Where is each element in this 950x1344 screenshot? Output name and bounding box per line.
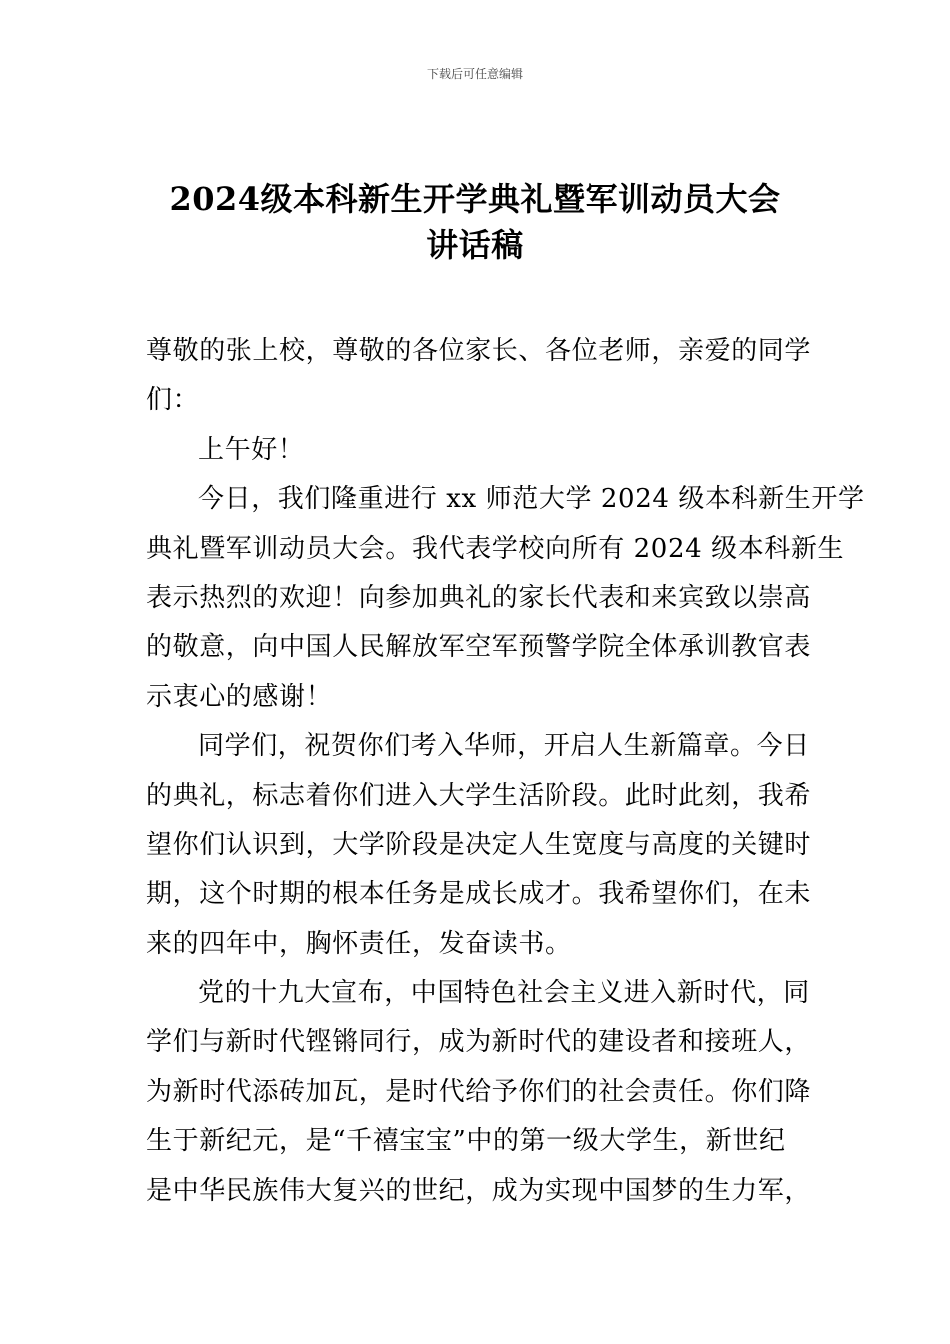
text-line: 望你们认识到，大学阶段是决定人生宽度与高度的关键时 xyxy=(146,829,812,860)
text-line: 示衷心的感谢！ xyxy=(146,681,333,712)
paragraph-new-era xyxy=(146,969,810,1216)
paragraph-congratulations xyxy=(146,722,810,969)
text-line: 为新时代添砖加瓦，是时代给予你们的社会责任。你们降 xyxy=(146,1076,812,1107)
text-line: 期，这个时期的根本任务是成长成才。我希望你们，在未 xyxy=(146,879,812,910)
text-line: 生于新纪元，是“千禧宝宝”中的第一级大学生，新世纪 xyxy=(146,1126,786,1157)
title-line-1: 2024级本科新生开学典礼暨军训动员大会 xyxy=(169,180,781,218)
title-line-2: 讲话稿 xyxy=(426,226,524,264)
header-note: 下载后可任意编辑 xyxy=(426,67,523,81)
paragraph-greeting xyxy=(146,426,810,475)
text-line: 今日，我们隆重进行 xx 师范大学 2024 级本科新生开学 xyxy=(198,484,865,515)
document-title xyxy=(140,176,810,268)
text-line: 党的十九大宣布，中国特色社会主义进入新时代，同 xyxy=(198,978,810,1009)
text-line: 学们与新时代铿锵同行，成为新时代的建设者和接班人， xyxy=(146,1027,812,1058)
text-line: 尊敬的张上校，尊敬的各位家长、各位老师，亲爱的同学 xyxy=(146,336,812,366)
text-line: 同学们，祝贺你们考入华师，开启人生新篇章。今日 xyxy=(198,731,810,762)
text-line: 表示热烈的欢迎！向参加典礼的家长代表和来宾致以崇高 xyxy=(146,582,812,613)
text-line: 是中华民族伟大复兴的世纪，成为实现中国梦的生力军， xyxy=(146,1175,812,1206)
text-line: 典礼暨军训动员大会。我代表学校向所有 2024 级本科新生 xyxy=(146,533,845,564)
document-body xyxy=(146,327,865,1216)
text-line: 上午好！ xyxy=(198,434,305,465)
paragraph-salutation xyxy=(146,327,810,426)
text-line: 的典礼，标志着你们进入大学生活阶段。此时此刻，我希 xyxy=(146,780,812,811)
text-line: 的敬意，向中国人民解放军空军预警学院全体承训教官表 xyxy=(146,632,812,663)
text-line: 们： xyxy=(146,385,200,416)
paragraph-welcome xyxy=(146,475,865,722)
text-line: 来的四年中，胸怀责任，发奋读书。 xyxy=(146,928,572,959)
